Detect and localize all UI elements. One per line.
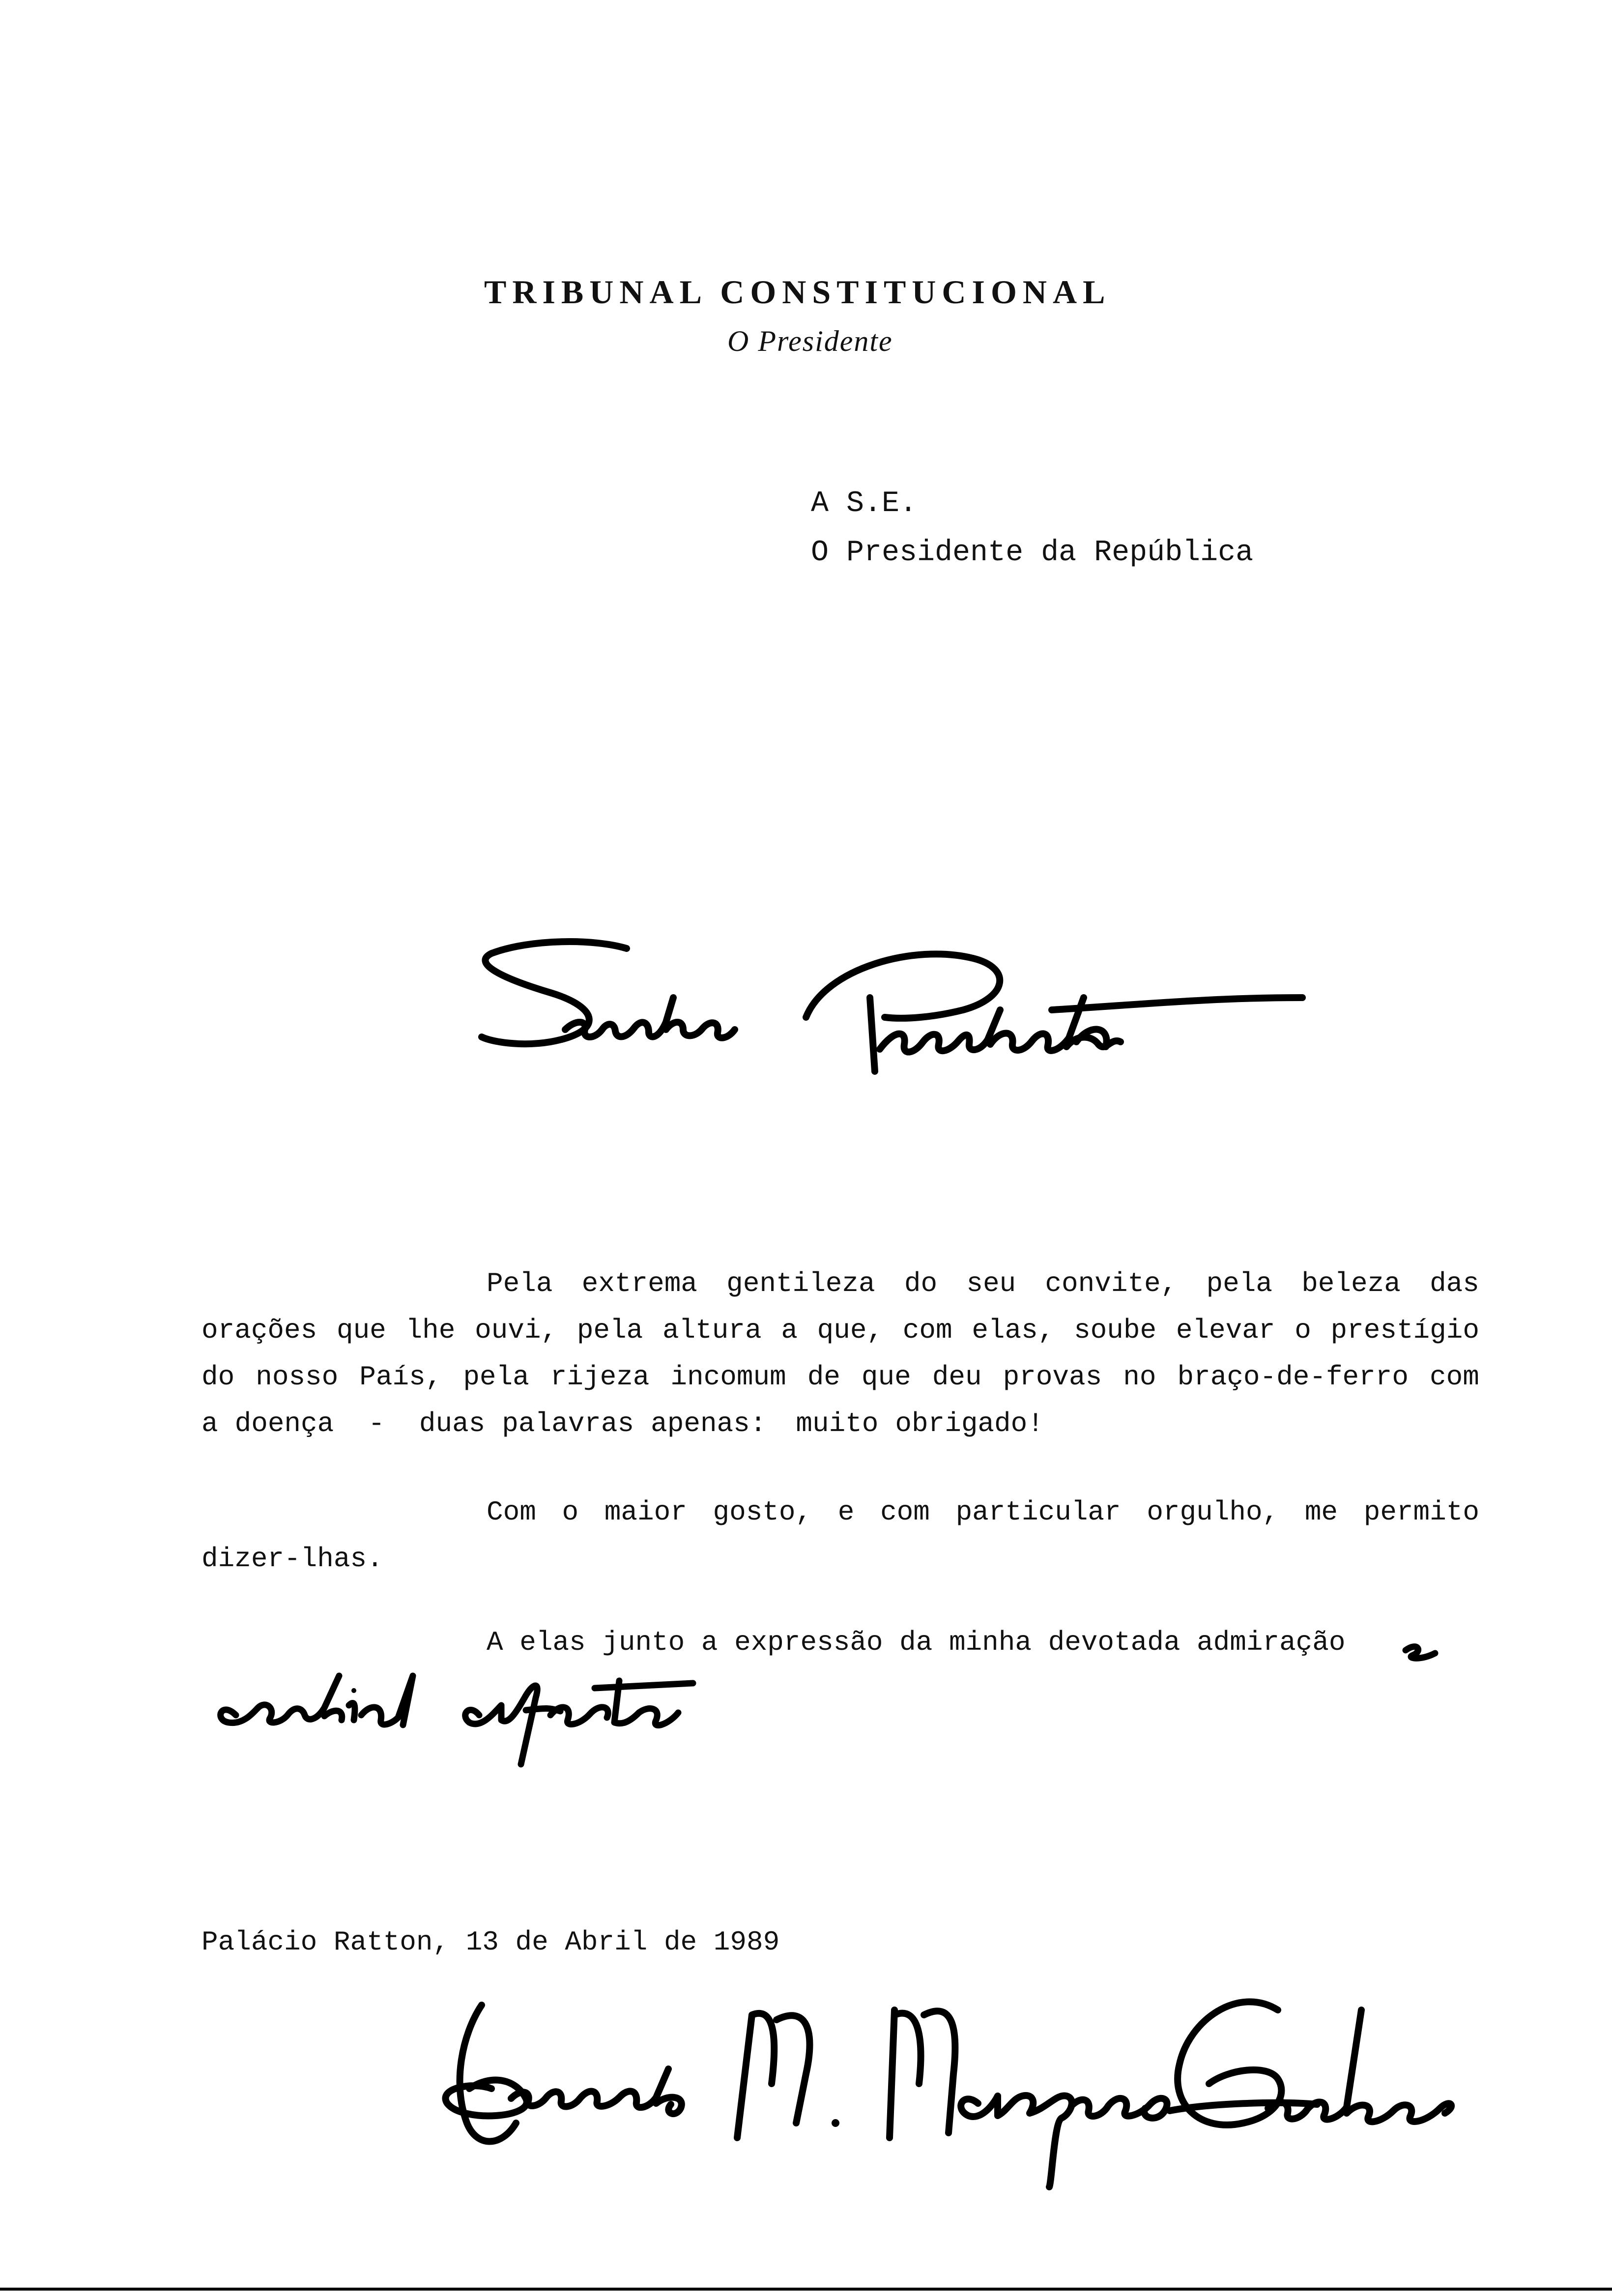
letterhead-institution: TRIBUNAL CONSTITUCIONAL <box>484 273 1111 311</box>
letterhead-office: O Presidente <box>727 325 893 357</box>
para1-line-1: Pela extrema gentileza do seu convite, pela beleza das <box>487 1268 1479 1299</box>
body-paragraph-2 <box>202 1489 1479 1582</box>
address-line-1: A S.E. <box>811 487 918 520</box>
recipient-address <box>811 479 1253 577</box>
para2-line-1: Com o maior gosto, e com particular orgulho, me permito <box>487 1496 1479 1528</box>
bottom-rule <box>0 2288 1612 2291</box>
para3-line-1: A elas junto a expressão da minha devotada admiração <box>487 1627 1346 1658</box>
handwritten-signature <box>432 1976 1504 2202</box>
handwritten-closing <box>206 1602 1612 1789</box>
para1-line-4: a doença - duas palavras apenas: muito obrigado! <box>202 1408 1044 1439</box>
place-and-date: Palácio Ratton, 13 de Abril de 1989 <box>202 1926 780 1958</box>
body-paragraph-1 <box>202 1261 1479 1447</box>
para2-line-2: dizer-lhas. <box>202 1543 383 1575</box>
para1-line-3: do nosso País, pela rijeza incomum de que deu provas no braço-de-ferro com <box>202 1361 1479 1393</box>
address-line-2: O Presidente da República <box>811 536 1254 570</box>
handwritten-salutation <box>472 924 1337 1130</box>
para1-line-2: orações que lhe ouvi, pela altura a que, com elas, soube elevar o prestígio <box>202 1315 1479 1346</box>
